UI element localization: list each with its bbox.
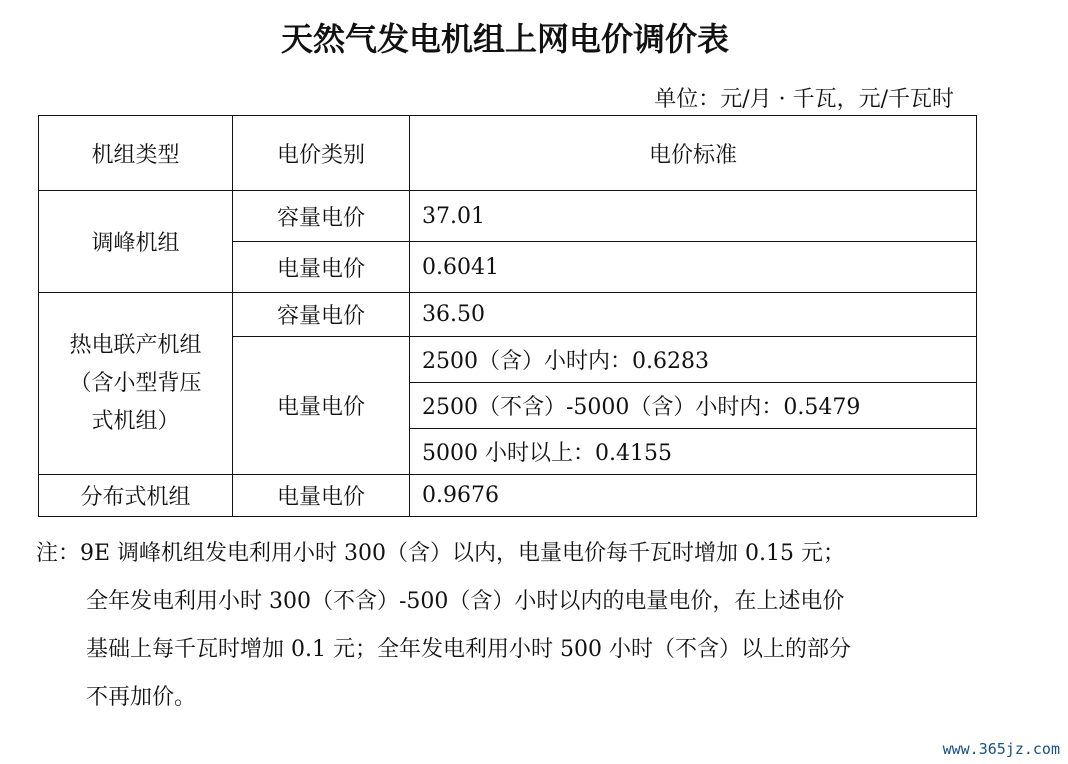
price-category: 容量电价 bbox=[233, 191, 410, 242]
price-value: 36.50 bbox=[410, 293, 977, 337]
price-value: 2500（不含）-5000（含）小时内：0.5479 bbox=[410, 383, 977, 429]
price-table bbox=[38, 115, 977, 517]
footnote-line: 基础上每千瓦时增加 0.1 元；全年发电利用小时 500 小时（不含）以上的部分 bbox=[86, 637, 851, 662]
footnote-line: 不再加价。 bbox=[86, 685, 197, 710]
unit-label: 单位：元/月 · 千瓦，元/千瓦时 bbox=[654, 87, 954, 112]
table-row bbox=[39, 475, 977, 517]
price-category: 电量电价 bbox=[233, 337, 410, 475]
price-value: 0.9676 bbox=[410, 475, 977, 517]
unit-type-chp-line1: 热电联产机组 bbox=[69, 332, 202, 358]
footnote-line: 全年发电利用小时 300（不含）-500（含）小时以内的电量电价，在上述电价 bbox=[86, 589, 845, 614]
footnote bbox=[36, 530, 986, 722]
document-title: 天然气发电机组上网电价调价表 bbox=[280, 20, 729, 58]
price-value: 37.01 bbox=[410, 191, 977, 242]
price-category: 电量电价 bbox=[233, 475, 410, 517]
footnote-line: 注：9E 调峰机组发电利用小时 300（含）以内，电量电价每千瓦时增加 0.15 元； bbox=[36, 541, 846, 566]
header-price-standard: 电价标准 bbox=[410, 116, 977, 191]
header-unit-type: 机组类型 bbox=[39, 116, 233, 191]
price-value: 2500（含）小时内：0.6283 bbox=[410, 337, 977, 383]
price-category: 容量电价 bbox=[233, 293, 410, 337]
header-price-category: 电价类别 bbox=[233, 116, 410, 191]
unit-type-chp-line2: （含小型背压 bbox=[69, 370, 202, 396]
watermark: www.365jz.com bbox=[942, 740, 1060, 758]
unit-type-chp-line3: 式机组） bbox=[91, 408, 180, 434]
price-category: 电量电价 bbox=[233, 242, 410, 293]
unit-type-chp bbox=[39, 293, 233, 475]
price-value: 0.6041 bbox=[410, 242, 977, 293]
table-header-row bbox=[39, 116, 977, 191]
table-row bbox=[39, 191, 977, 242]
unit-type-peak: 调峰机组 bbox=[39, 191, 233, 293]
table-row bbox=[39, 293, 977, 337]
price-value: 5000 小时以上：0.4155 bbox=[410, 429, 977, 475]
unit-type-distributed: 分布式机组 bbox=[39, 475, 233, 517]
